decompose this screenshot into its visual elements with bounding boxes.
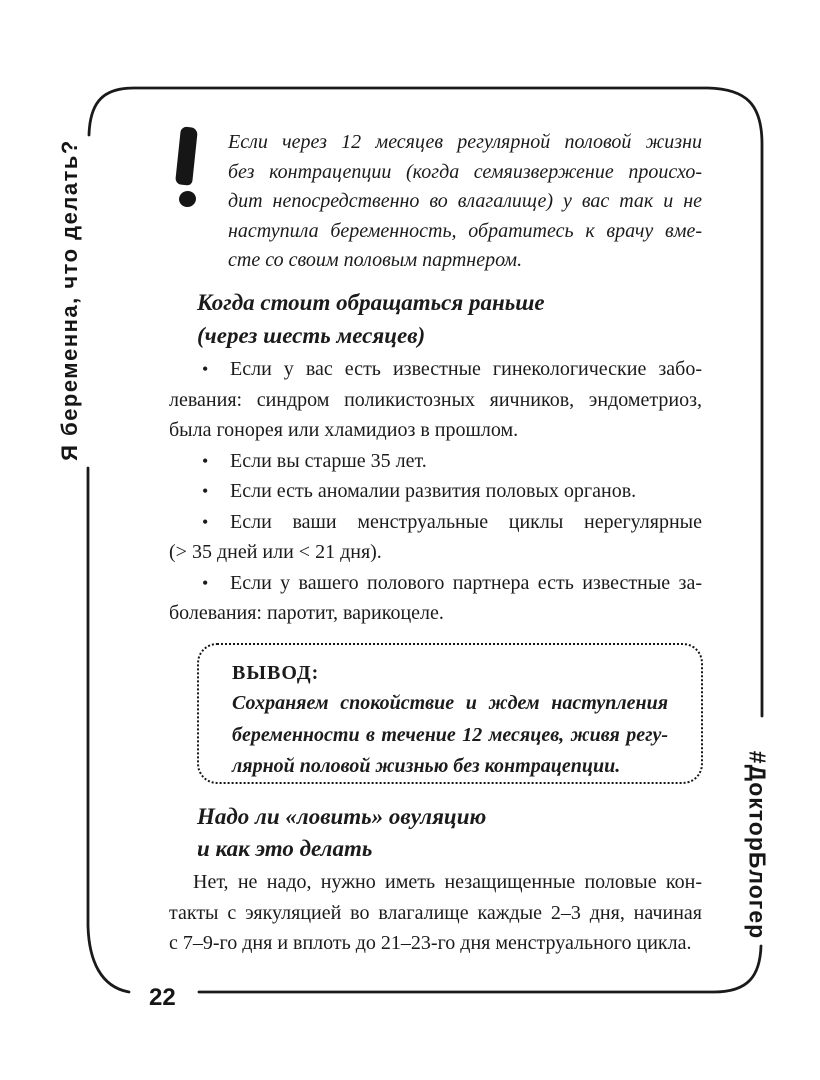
text-line: Если через 12 месяцев регулярной половой жизни xyxy=(228,131,702,153)
heading-line: Когда стоит обращаться раньше xyxy=(197,290,545,315)
bullet-text: Если у вашего полового партнера есть известные за- xyxy=(230,571,702,594)
ovulation-paragraph xyxy=(169,867,702,959)
heading-line: и как это делать xyxy=(197,836,373,861)
conclusion-box xyxy=(197,643,703,784)
text-line: левания: синдром поликистозных яичников, эндометриоз, xyxy=(169,388,702,411)
bullet-text: Если у вас есть известные гинекологические забо- xyxy=(230,358,702,380)
frame-left-border xyxy=(88,468,129,992)
page-number: 22 xyxy=(149,984,176,1011)
text-line xyxy=(169,446,702,477)
bullet-dot: • xyxy=(202,359,209,379)
bullet-text: Если ваши менструальные циклы нерегулярные xyxy=(230,510,702,533)
text-line xyxy=(169,354,702,385)
conclusion-label: ВЫВОД: xyxy=(232,662,320,684)
list-item xyxy=(169,354,702,446)
text-line: дит непосредственно во влагалище) у вас так и не xyxy=(228,190,702,212)
text-line: (> 35 дней или < 21 дня). xyxy=(169,541,382,563)
text-line: беременности в течение 12 месяцев, живя регу- xyxy=(232,723,668,746)
text-line: Сохраняем спокойствие и ждем наступления xyxy=(232,692,668,714)
list-item xyxy=(169,507,702,568)
text-line: лярной половой жизнью без контрацепции. xyxy=(232,755,621,777)
bullet-dot: • xyxy=(202,481,209,501)
text-line xyxy=(169,476,702,507)
text-line: такты с эякуляцией во влагалище каждые 2–3 дня, начиная xyxy=(169,901,702,924)
list-item xyxy=(169,446,702,477)
list-item xyxy=(169,476,702,507)
text-line: сте со своим половым партнером. xyxy=(228,249,523,271)
bullet-text: Если есть аномалии развития половых органов. xyxy=(230,480,637,502)
conclusion-text xyxy=(232,688,668,783)
heading-line: (через шесть месяцев) xyxy=(197,323,426,348)
section-heading-early-visit xyxy=(197,286,545,352)
section-heading-ovulation xyxy=(197,801,486,865)
heading-line: Надо ли «ловить» овуляцию xyxy=(197,804,487,829)
exclamation-icon xyxy=(170,122,206,214)
bullet-text: Если вы старше 35 лет. xyxy=(230,449,427,472)
bullet-dot: • xyxy=(202,511,209,532)
exclamation-dot xyxy=(178,190,198,209)
text-line: с 7–9-го дня и вплоть до 21–23-го дня менструального цикла. xyxy=(169,932,692,954)
text-line xyxy=(169,568,702,599)
margin-hashtag: #ДокторБлогер xyxy=(744,750,771,940)
bullet-dot: • xyxy=(202,572,209,593)
text-line: наступила беременность, обратитесь к врачу вме- xyxy=(228,219,702,242)
text-line: Нет, не надо, нужно иметь незащищенные половые кон- xyxy=(193,871,702,893)
list-item xyxy=(169,568,702,629)
bullet-list xyxy=(169,354,702,629)
text-line: была гонорея или хламидиоз в прошлом. xyxy=(169,419,519,441)
bullet-dot: • xyxy=(202,450,209,471)
alert-paragraph xyxy=(228,128,702,276)
text-line xyxy=(169,507,702,538)
margin-chapter-title: Я беременна, что делать? xyxy=(57,139,82,461)
text-line: болевания: паротит, варикоцеле. xyxy=(169,602,444,624)
text-line: без контрацепции (когда семяизвержение происхо- xyxy=(228,160,702,183)
exclamation-bar xyxy=(175,126,198,185)
